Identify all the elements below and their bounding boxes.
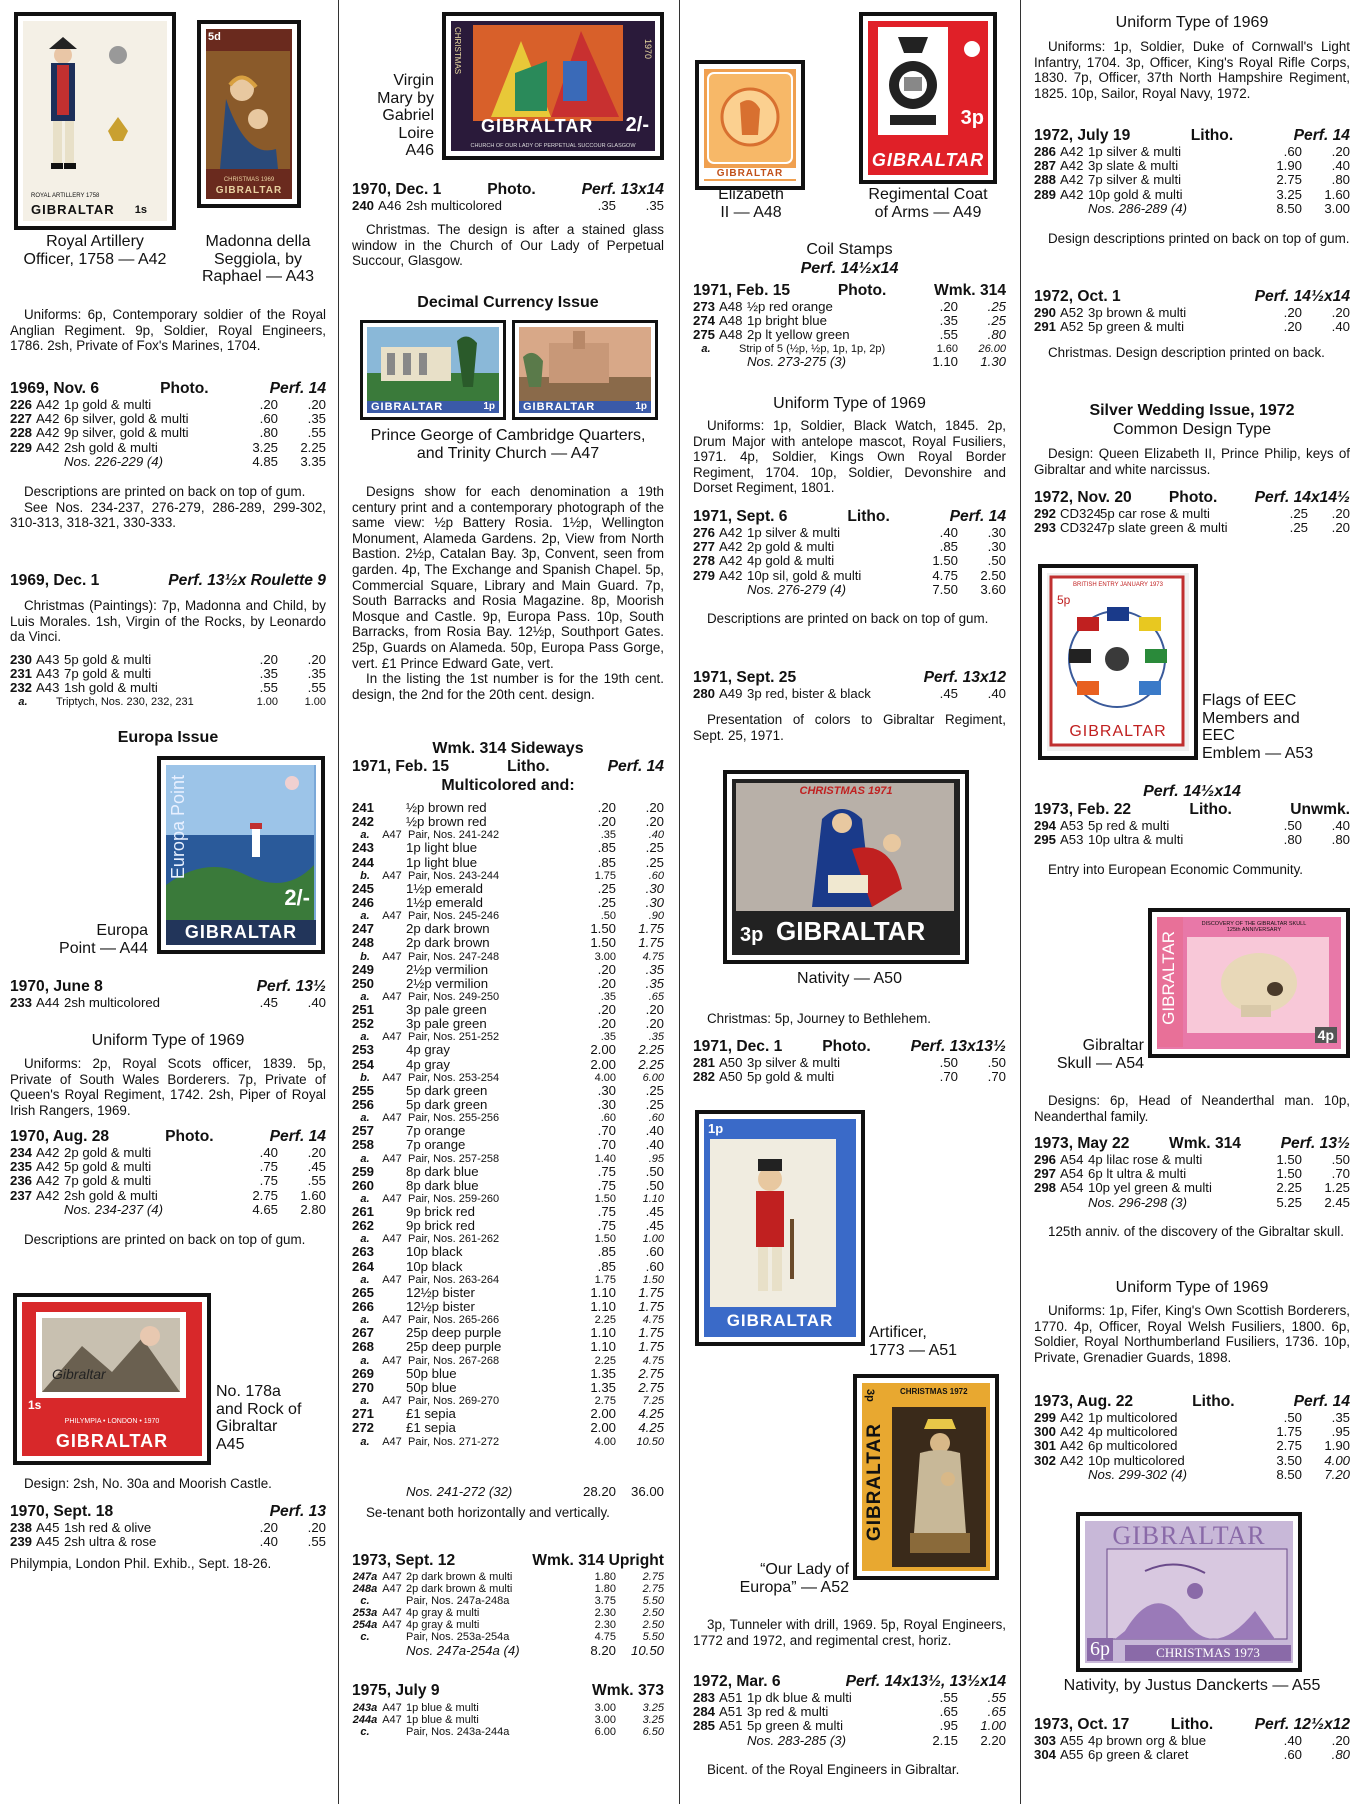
royal-artillery-officer-illustration <box>23 21 165 219</box>
catalog-row: 255 5p dark green .30 .25 <box>352 1082 664 1098</box>
catalog-total: Nos. 234-237 (4) 4.65 2.80 <box>64 1201 326 1217</box>
description-paragraph: Uniforms: 1p, Fifer, King's Own Scottish Borderers, 1770. 4p, Officer, Royal Welsh Fusiliers, 1800. 6p, Soldier, Royal Northumberland Fusiliers, 1736. 10p, Private, Grenadier Guards, 1898. <box>1034 1303 1350 1365</box>
catalog-row: 242 ½p brown red .20 .20 <box>352 814 664 830</box>
caption-a46-line: Virgin <box>393 72 434 89</box>
caption-a53-line: Flags of EEC <box>1202 692 1297 709</box>
catalog-total: Nos. 226-229 (4) 4.85 3.35 <box>64 453 326 469</box>
catalog-row: 293 CD324 7p slate green & multi .25 .20 <box>1034 520 1350 536</box>
caption-a44-line: Point — A44 <box>59 939 148 957</box>
description-paragraph: Descriptions are printed on back on top of gum. <box>707 611 989 626</box>
stamp-value: 5p <box>1057 593 1071 607</box>
catalog-subrow: a. Strip of 5 (½p, ½p, 1p, 1p, 2p) 1.60 26.00 <box>701 342 1006 355</box>
description-paragraph: Design: 2sh, No. 30a and Moorish Castle. <box>24 1476 272 1491</box>
stamp-a45 <box>13 1293 211 1465</box>
stamp-a53 <box>1038 564 1198 760</box>
stamp-a52 <box>853 1374 999 1580</box>
stamp-value: 3p <box>740 924 764 946</box>
section-title: Coil Stamps <box>806 241 893 258</box>
catalog-row: 240 A46 2sh multicolored .35 .35 <box>352 198 664 213</box>
catalog-row: 266 12½p bister 1.10 1.75 <box>352 1299 664 1315</box>
catalog-row: 292 CD324 5p car rose & multi .25 .20 <box>1034 506 1350 521</box>
catalog-row: 289 A42 10p gold & multi 3.25 1.60 <box>1034 186 1350 202</box>
catalog-row: 291 A52 5p green & multi .20 .40 <box>1034 319 1350 335</box>
catalog-row: 280 A49 3p red, bister & black .45 .40 <box>693 686 1006 701</box>
stamp-value: 4p <box>1315 1027 1337 1043</box>
caption-a45-line: Gibraltar <box>216 1418 278 1435</box>
section-title: Uniform Type of 1969 <box>1115 14 1269 31</box>
description-paragraph: Presentation of colors to Gibraltar Regiment, Sept. 25, 1971. <box>693 712 1006 743</box>
queen-elizabeth-cameo-illustration <box>704 69 796 181</box>
stamp-a44 <box>157 756 325 954</box>
description-paragraph: Uniforms: 6p, Contemporary soldier of the Royal Anglian Regiment. 9p, Soldier, Royal Engineers, 1786. 2sh, Private of Fox's Marines, 1704. <box>10 307 326 354</box>
catalog-subrow: a. A47 Pair, Nos. 263-264 1.75 1.50 <box>360 1273 664 1286</box>
caption-a44-line: Europa <box>96 922 148 939</box>
stamp-a47-19th-century <box>360 320 506 420</box>
caption-a50: Nativity — A50 <box>797 970 902 987</box>
catalog-row: 302 A42 10p multicolored 3.50 4.00 <box>1034 1452 1350 1468</box>
catalog-row: 259 8p dark blue .75 .50 <box>352 1163 664 1179</box>
issue-header: 1971, Feb. 15 Photo. Wmk. 314 <box>693 282 1006 299</box>
catalog-row: 301 A42 6p multicolored 2.75 1.90 <box>1034 1438 1350 1454</box>
catalog-row: 275 A48 2p lt yellow green .55 .80 <box>693 327 1006 343</box>
column-rule <box>679 0 680 1804</box>
catalog-row: 258 7p orange .70 .40 <box>352 1137 664 1153</box>
catalog-subrow: a. A47 Pair, Nos. 269-270 2.75 7.25 <box>360 1395 664 1408</box>
catalog-row: 228 A42 9p silver, gold & multi .80 .55 <box>10 425 326 441</box>
section-subtitle: Perf. 14½x14 <box>1143 783 1241 800</box>
catalog-row: 230 A43 5p gold & multi .20 .20 <box>10 652 326 667</box>
description-paragraph: Descriptions are printed on back on top of gum. <box>24 1232 306 1247</box>
caption-a51-line: Artificer, <box>869 1324 927 1341</box>
caption-a43-line: Madonna della <box>205 233 311 250</box>
stamp-country: GIBRALTAR <box>864 1423 885 1542</box>
catalog-row: 253 4p gray 2.00 2.25 <box>352 1042 664 1058</box>
catalog-row: 276 A42 1p silver & multi .40 .30 <box>693 525 1006 540</box>
caption-a45-line: No. 178a <box>216 1383 281 1400</box>
caption-a42-line: Officer, 1758 — A42 <box>23 250 167 268</box>
column-4 <box>1034 0 1350 1804</box>
issue-header: 1972, July 19 Litho. Perf. 14 <box>1034 127 1350 144</box>
caption-a46-line: A46 <box>405 142 434 159</box>
stamp-inscription: DISCOVERY OF THE GIBRALTAR SKULL 125th ANNIVERSARY <box>1201 921 1307 933</box>
catalog-row: 260 8p dark blue .75 .50 <box>352 1177 664 1193</box>
catalog-total: Nos. 247a-254a (4) 8.20 10.50 <box>406 1643 664 1658</box>
stamp-a46 <box>442 12 664 160</box>
issue-header: 1970, June 8 Perf. 13½ <box>10 978 326 995</box>
stamp-country: GIBRALTAR <box>776 916 926 946</box>
catalog-row: 296 A54 4p lilac rose & multi 1.50 .50 <box>1034 1152 1350 1167</box>
catalog-subrow: 248a A47 2p dark brown & multi 1.80 2.75 <box>352 1583 664 1595</box>
stamp-value: 1s <box>28 1398 42 1412</box>
column-rule <box>1020 0 1021 1804</box>
caption-a47-line: Prince George of Cambridge Quarters, <box>370 427 646 444</box>
catalog-row: 278 A42 4p gold & multi 1.50 .50 <box>693 553 1006 569</box>
catalog-subrow: c. Pair, Nos. 243a-244a 6.00 6.50 <box>360 1726 664 1738</box>
description-paragraph: 125th anniv. of the discovery of the Gibraltar skull. <box>1048 1224 1344 1239</box>
caption-a54-line: Gibraltar <box>1082 1037 1144 1054</box>
stamp-value: 6p <box>1087 1638 1113 1661</box>
stamp-inscription: CHRISTMAS 1972 <box>900 1387 968 1396</box>
catalog-row: 241 ½p brown red .20 .20 <box>352 800 664 815</box>
section-title: Uniform Type of 1969 <box>91 1032 245 1049</box>
catalog-row: 288 A42 7p silver & multi 2.75 .80 <box>1034 172 1350 188</box>
stamp-a47-20th-century <box>512 320 658 420</box>
catalog-subrow: a. A47 Pair, Nos. 261-262 1.50 1.00 <box>360 1233 664 1246</box>
stamp-country: GIBRALTAR <box>55 1431 169 1451</box>
catalog-subrow: c. Pair, Nos. 253a-254a 4.75 5.50 <box>360 1631 664 1643</box>
catalog-row: 270 50p blue 1.35 2.75 <box>352 1379 664 1395</box>
catalog-row: 256 5p dark green .30 .25 <box>352 1097 664 1113</box>
catalog-row: 231 A43 7p gold & multi .35 .35 <box>10 666 326 682</box>
caption-a53-line: EEC <box>1202 727 1235 744</box>
catalog-row: 263 10p black .85 .60 <box>352 1244 664 1260</box>
catalog-subrow: b. A47 Pair, Nos. 247-248 3.00 4.75 <box>360 950 664 963</box>
description-paragraph: In the listing the 1st number is for the 19th cent. design, the 2nd for the 20th cent. design. <box>352 671 664 702</box>
caption-a51-line: 1773 — A51 <box>869 1341 958 1359</box>
stamp-country: GIBRALTAR <box>519 401 651 413</box>
catalog-row: 226 A42 1p gold & multi .20 .20 <box>10 397 326 412</box>
catalog-row: 294 A53 5p red & multi .50 .40 <box>1034 818 1350 833</box>
caption-a48-line: II — A48 <box>720 203 782 221</box>
catalog-row: 268 25p deep purple 1.10 1.75 <box>352 1339 664 1355</box>
catalog-row: 250 2½p vermilion .20 .35 <box>352 975 664 991</box>
catalog-row: 285 A51 5p green & multi .95 1.00 <box>693 1718 1006 1734</box>
catalog-row: 274 A48 1p bright blue .35 .25 <box>693 313 1006 329</box>
issue-header: 1970, Aug. 28 Photo. Perf. 14 <box>10 1128 326 1145</box>
stamp-country: GIBRALTAR <box>1112 1521 1266 1550</box>
catalog-row: 234 A42 2p gold & multi .40 .20 <box>10 1145 326 1160</box>
stamp-value: 2/- <box>284 885 310 910</box>
description-paragraph: Bicent. of the Royal Engineers in Gibraltar. <box>707 1762 960 1777</box>
catalog-subrow: 253a A47 4p gray & multi 2.30 2.50 <box>352 1607 664 1619</box>
catalog-row: 271 £1 sepia 2.00 4.25 <box>352 1406 664 1422</box>
column-rule <box>338 0 339 1804</box>
catalog-total: Nos. 283-285 (3) 2.15 2.20 <box>747 1732 1006 1748</box>
description-paragraph: Designs: 6p, Head of Neanderthal man. 10p, Neanderthal family. <box>1034 1093 1350 1124</box>
issue-header: 1973, Oct. 17 Litho. Perf. 12½x12 <box>1034 1716 1350 1733</box>
catalog-row: 264 10p black .85 .60 <box>352 1258 664 1274</box>
stamp-a50 <box>723 770 969 964</box>
caption-a42-line: Royal Artillery <box>46 233 144 250</box>
issue-header: 1971, Sept. 6 Litho. Perf. 14 <box>693 508 1006 525</box>
description-paragraph: 3p, Tunneler with drill, 1969. 5p, Royal Engineers, 1772 and 1972, and regimental crest, horiz. <box>693 1617 1006 1648</box>
description-paragraph: Uniforms: 2p, Royal Scots officer, 1839. 5p, Private of South Wales Borderers. 7p, Private of Queen's Royal Regiment, 1742. 2sh, Piper of Royal Irish Rangers, 1969. <box>10 1056 326 1118</box>
catalog-subrow: a. A47 Pair, Nos. 259-260 1.50 1.10 <box>360 1193 664 1206</box>
issue-header: 1975, July 9 Wmk. 373 <box>352 1682 664 1699</box>
catalog-subrow: a. A47 Pair, Nos. 257-258 1.40 .95 <box>360 1152 664 1165</box>
caption-a46-line: Mary by <box>377 89 434 107</box>
stamp-value: 2/- <box>625 114 649 136</box>
catalog-total: Nos. 299-302 (4) 8.50 7.20 <box>1088 1466 1350 1482</box>
catalog-subrow: 243a A47 1p blue & multi 3.00 3.25 <box>352 1702 664 1714</box>
artificer-illustration <box>704 1119 854 1335</box>
catalog-row: 303 A55 4p brown org & blue .40 .20 <box>1034 1733 1350 1748</box>
issue-header: 1971, Sept. 25 Perf. 13x12 <box>693 669 1006 686</box>
issue-header: 1970, Dec. 1 Photo. Perf. 13x14 <box>352 181 664 198</box>
catalog-row: 286 A42 1p silver & multi .60 .20 <box>1034 144 1350 159</box>
caption-a48-line: Elizabeth <box>718 186 784 203</box>
stamp-a55 <box>1076 1512 1302 1672</box>
catalog-row: 252 3p pale green .20 .20 <box>352 1016 664 1032</box>
catalog-row: 267 25p deep purple 1.10 1.75 <box>352 1325 664 1341</box>
stamp-value: 1p <box>635 401 647 412</box>
catalog-row: 272 £1 sepia 2.00 4.25 <box>352 1420 664 1436</box>
gibraltar-skull-illustration <box>1157 917 1339 1047</box>
catalog-subrow: c. Pair, Nos. 247a-248a 3.75 5.50 <box>360 1595 664 1607</box>
catalog-subrow: 244a A47 1p blue & multi 3.00 3.25 <box>352 1714 664 1726</box>
catalog-total: Nos. 286-289 (4) 8.50 3.00 <box>1088 200 1350 216</box>
stamp-inscription: BRITISH ENTRY JANUARY 1973 <box>1073 582 1163 588</box>
stamp-value: 1p <box>483 401 495 412</box>
stamp-country: GIBRALTAR <box>1069 723 1167 740</box>
catalog-total: Nos. 273-275 (3) 1.10 1.30 <box>747 353 1006 369</box>
issue-header: 1973, Aug. 22 Litho. Perf. 14 <box>1034 1393 1350 1410</box>
catalog-subrow: b. A47 Pair, Nos. 243-244 1.75 .60 <box>360 869 664 882</box>
stamp-country: GIBRALTAR <box>871 150 985 170</box>
catalog-subrow: a. A47 Pair, Nos. 267-268 2.25 4.75 <box>360 1354 664 1367</box>
stamp-inscription: ROYAL ARTILLERY 1758 <box>31 193 100 199</box>
section-title: Uniform Type of 1969 <box>1115 1279 1269 1296</box>
description-paragraph: Uniforms: 1p, Soldier, Black Watch, 1845. 2p, Drum Major with antelope mascot, Royal Fusiliers, 1971. 4p, Soldier, Kings Own Royal Border Regiment, 1704. 10p, Soldier, Devonshire and Dorset Regiment, 1801. <box>693 418 1006 496</box>
stamp-country: GIBRALTAR <box>166 920 316 945</box>
stamp-country: GIBRALTAR <box>704 168 796 179</box>
catalog-subrow: a. A47 Pair, Nos. 271-272 4.00 10.50 <box>360 1435 664 1448</box>
catalog-row: 251 3p pale green .20 .20 <box>352 1002 664 1018</box>
catalog-row: 254 4p gray 2.00 2.25 <box>352 1056 664 1072</box>
stamp-country: GIBRALTAR <box>481 116 594 136</box>
catalog-row: 269 50p blue 1.35 2.75 <box>352 1365 664 1381</box>
description-paragraph: Descriptions are printed on back on top of gum. <box>24 484 306 499</box>
caption-a45-line: A45 <box>216 1435 245 1453</box>
caption-a43-line: Raphael — A43 <box>201 268 315 285</box>
caption-a49-line: of Arms — A49 <box>874 203 982 221</box>
stamp-inscription: CHRISTMAS 1973 <box>1125 1645 1291 1661</box>
catalog-row: 246 1½p emerald .25 .30 <box>352 895 664 911</box>
column-1 <box>10 0 326 1804</box>
description-paragraph: Designs show for each denomination a 19th century print and a contemporary photograph of the same view: ½p Battery Rosia. 1½p, Wellington Monument, Alameda Gardens. 2p, View from North Bastion. 2½p, Catalan Bay. 3p, Convent, seen from garden. 4p, The Exchange and Spanish Chapel. 5p, Commercial Square, Library and Main Guard. 7p, South Barracks and Rosia Magazine. 8p, Moorish Mosque and Castle. 9p, Europa Pass. 10p, South Barracks, from Rosia Bay. 12½p, Southport Gates. 25p, Guards on Alameda. 50p, Europa Pass Gorge, vert. £1 Prince Edward Gate, vert. <box>352 484 664 671</box>
issue-header: 1972, Oct. 1 Perf. 14½x14 <box>1034 288 1350 305</box>
caption-a53-line: Emblem — A53 <box>1202 744 1314 762</box>
catalog-total: Nos. 276-279 (4) 7.50 3.60 <box>747 581 1006 597</box>
issue-header: 1973, May 22 Wmk. 314 Perf. 13½ <box>1034 1135 1350 1152</box>
catalog-row: 244 1p light blue .85 .25 <box>352 854 664 870</box>
section-title: Silver Wedding Issue, 1972 <box>1089 402 1295 419</box>
description-paragraph: Christmas: 5p, Journey to Bethlehem. <box>707 1011 932 1026</box>
catalog-row: 290 A52 3p brown & multi .20 .20 <box>1034 305 1350 320</box>
issue-header: 1969, Dec. 1 Perf. 13½x Roulette 9 <box>10 572 326 589</box>
stamp-a49 <box>859 12 997 184</box>
stamp-inscription: Gibraltar <box>52 1366 106 1382</box>
catalog-subrow: a. A47 Pair, Nos. 255-256 .60 .60 <box>360 1112 664 1125</box>
caption-a55: Nativity, by Justus Danckerts — A55 <box>1063 1677 1321 1694</box>
catalog-row: 257 7p orange .70 .40 <box>352 1123 664 1139</box>
catalog-subrow: a. A47 Pair, Nos. 249-250 .35 .65 <box>360 991 664 1004</box>
catalog-row: 248 2p dark brown 1.50 1.75 <box>352 935 664 951</box>
description-paragraph: Philympia, London Phil. Exhib., Sept. 18-26. <box>10 1556 272 1571</box>
caption-a52-line: Europa” — A52 <box>739 1578 849 1596</box>
caption-a43-line: Seggiola, by <box>213 250 303 268</box>
issue-header: 1972, Nov. 20 Photo. Perf. 14x14½ <box>1034 489 1350 506</box>
stamp-value: 1p <box>708 1121 724 1136</box>
caption-a54-line: Skull — A54 <box>1056 1054 1144 1072</box>
catalog-subrow: a. A47 Pair, Nos. 241-242 .35 .40 <box>360 829 664 842</box>
description-paragraph: See Nos. 234-237, 276-279, 286-289, 299-302, 310-313, 318-321, 330-333. <box>10 499 326 531</box>
catalog-total: Nos. 296-298 (3) 5.25 2.45 <box>1088 1194 1350 1210</box>
caption-a47-line: and Trinity Church — A47 <box>416 444 600 462</box>
stamp-inscription: 1970 <box>643 39 653 60</box>
catalog-subrow: a. A47 Pair, Nos. 251-252 .35 .35 <box>360 1031 664 1044</box>
stamp-country: GIBRALTAR <box>31 202 115 217</box>
stamp-country: GIBRALTAR <box>726 1311 834 1330</box>
stamp-a54 <box>1148 908 1350 1058</box>
catalog-row: 229 A42 2sh gold & multi 3.25 2.25 <box>10 439 326 455</box>
stamp-a51 <box>695 1110 865 1346</box>
stamp-inscription: PHILYMPIA • LONDON • 1970 <box>64 1418 160 1425</box>
catalog-row: 238 A45 1sh red & olive .20 .20 <box>10 1520 326 1535</box>
catalog-subrow: a. A47 Pair, Nos. 265-266 2.25 4.75 <box>360 1314 664 1327</box>
catalog-row: 245 1½p emerald .25 .30 <box>352 880 664 896</box>
issue-header: 1970, Sept. 18 Perf. 13 <box>10 1503 326 1520</box>
catalog-row: 265 12½p bister 1.10 1.75 <box>352 1284 664 1300</box>
description-paragraph: Entry into European Economic Community. <box>1048 862 1304 877</box>
section-subtitle: Perf. 14½x14 <box>800 260 899 277</box>
description-paragraph: Christmas. Design description printed on back. <box>1048 345 1325 360</box>
catalog-row: 247 2p dark brown 1.50 1.75 <box>352 921 664 937</box>
stamp-inscription: Europa Point <box>168 775 188 880</box>
catalog-row: 233 A44 2sh multicolored .45 .40 <box>10 995 326 1010</box>
stamp-inscription: CHRISTMAS <box>453 27 462 75</box>
catalog-row: 304 A55 6p green & claret .60 .80 <box>1034 1747 1350 1763</box>
catalog-subrow: b. A47 Pair, Nos. 253-254 4.00 6.00 <box>360 1071 664 1084</box>
issue-header: 1973, Sept. 12 Wmk. 314 Upright <box>352 1552 664 1569</box>
issue-header: 1973, Feb. 22 Litho. Unwmk. <box>1034 801 1350 818</box>
description-paragraph: Design descriptions printed on back on top of gum. <box>1048 231 1350 246</box>
catalog-total: Nos. 241-272 (32) 28.20 36.00 <box>406 1484 664 1499</box>
catalog-subrow: a. Triptych, Nos. 230, 232, 231 1.00 1.00 <box>18 695 326 708</box>
caption-a46-line: Gabriel <box>382 107 434 124</box>
caption-a46-line: Loire <box>398 124 434 142</box>
catalog-row: 232 A43 1sh gold & multi .55 .55 <box>10 680 326 696</box>
stamp-a48 <box>695 60 805 190</box>
description-paragraph: Christmas. The design is after a stained glass window in the Church of Our Lady of Perpetual Succour, Glasgow. <box>352 222 664 269</box>
stamp-value: 3p <box>960 107 984 129</box>
catalog-row: 295 A53 10p ultra & multi .80 .80 <box>1034 832 1350 848</box>
caption-a49-line: Regimental Coat <box>868 186 988 203</box>
catalog-subrow: 254a A47 4p gray & multi 2.30 2.50 <box>352 1619 664 1631</box>
stamp-country: GIBRALTAR <box>1159 931 1178 1025</box>
stamp-a43 <box>197 20 301 208</box>
caption-a45-line: and Rock of <box>216 1400 302 1418</box>
stamp-a42 <box>14 12 176 230</box>
catalog-row: 243 1p light blue .85 .25 <box>352 840 664 856</box>
section-title: Wmk. 314 Sideways <box>432 740 584 757</box>
description-paragraph: Uniforms: 1p, Soldier, Duke of Cornwall's Light Infantry, 1704. 3p, Officer, King's Royal Rifle Corps, 1830. 7p, Officer, 37th North Hampshire Regiment, 1825. 10p, Sailor, Royal Navy, 1972. <box>1034 39 1350 101</box>
stamp-value: 5d <box>208 31 221 43</box>
stamp-country: GIBRALTAR <box>215 185 283 196</box>
catalog-row: 297 A54 6p lt ultra & multi 1.50 .70 <box>1034 1166 1350 1182</box>
stamp-value: 1s <box>134 204 147 216</box>
section-subtitle: Common Design Type <box>1113 421 1271 438</box>
section-title: Europa Issue <box>117 729 219 746</box>
catalog-row: 239 A45 2sh ultra & rose .40 .55 <box>10 1534 326 1550</box>
catalog-row: 299 A42 1p multicolored .50 .35 <box>1034 1410 1350 1425</box>
stamp-value: 3p <box>864 1389 876 1402</box>
catalog-row: 298 A54 10p yel green & multi 2.25 1.25 <box>1034 1180 1350 1196</box>
catalog-row: 227 A42 6p silver, gold & multi .60 .35 <box>10 411 326 427</box>
catalog-row: 283 A51 1p dk blue & multi .55 .55 <box>693 1690 1006 1705</box>
stamp-inscription: CHURCH OF OUR LADY OF PERPETUAL SUCCOUR GLASGOW <box>470 143 636 149</box>
section-subtitle: Multicolored and: <box>441 777 575 794</box>
madonna-painting-illustration <box>206 29 290 197</box>
issue-header: 1971, Feb. 15 Litho. Perf. 14 <box>352 758 664 775</box>
catalog-row: 261 9p brick red .75 .45 <box>352 1204 664 1220</box>
catalog-row: 281 A50 3p silver & multi .50 .50 <box>693 1055 1006 1070</box>
caption-a52-line: “Our Lady of <box>760 1561 849 1578</box>
issue-header: 1972, Mar. 6 Perf. 14x13½, 13½x14 <box>693 1673 1006 1690</box>
catalog-row: 284 A51 3p red & multi .65 .65 <box>693 1704 1006 1720</box>
catalog-row: 279 A42 10p sil, gold & multi 4.75 2.50 <box>693 567 1006 583</box>
catalog-row: 287 A42 3p slate & multi 1.90 .40 <box>1034 158 1350 174</box>
section-title: Uniform Type of 1969 <box>773 395 926 412</box>
issue-header: 1971, Dec. 1 Photo. Perf. 13x13½ <box>693 1038 1006 1055</box>
decimal-listing <box>352 801 664 1448</box>
column-2 <box>352 0 664 1804</box>
stamp-inscription: CHRISTMAS 1971 <box>799 785 893 797</box>
catalog-row: 300 A42 4p multicolored 1.75 .95 <box>1034 1424 1350 1440</box>
catalog-row: 237 A42 2sh gold & multi 2.75 1.60 <box>10 1187 326 1203</box>
catalog-row: 282 A50 5p gold & multi .70 .70 <box>693 1069 1006 1085</box>
catalog-row: 249 2½p vermilion .20 .35 <box>352 961 664 977</box>
description-paragraph: Christmas (Paintings): 7p, Madonna and Child, by Luis Morales. 1sh, Virgin of the Rocks, by Leonardo da Vinci. <box>10 598 326 645</box>
issue-header: 1969, Nov. 6 Photo. Perf. 14 <box>10 380 326 397</box>
catalog-row: 273 A48 ½p red orange .20 .25 <box>693 299 1006 314</box>
section-title: Decimal Currency Issue <box>417 294 599 311</box>
catalog-row: 262 9p brick red .75 .45 <box>352 1218 664 1234</box>
description-paragraph: Se-tenant both horizontally and vertically. <box>366 1505 610 1521</box>
description-paragraph: Design: Queen Elizabeth II, Prince Philip, keys of Gibraltar and white narcissus. <box>1034 446 1350 477</box>
catalog-row: 235 A42 5p gold & multi .75 .45 <box>10 1159 326 1175</box>
catalog-row: 236 A42 7p gold & multi .75 .55 <box>10 1173 326 1189</box>
column-3 <box>693 0 1006 1804</box>
catalog-row: 277 A42 2p gold & multi .85 .30 <box>693 539 1006 555</box>
stamp-inscription: CHRISTMAS 1969 <box>223 177 275 183</box>
stamp-country: GIBRALTAR <box>367 401 499 413</box>
catalog-subrow: a. A47 Pair, Nos. 245-246 .50 .90 <box>360 910 664 923</box>
catalog-subrow: 247a A47 2p dark brown & multi 1.80 2.75 <box>352 1571 664 1583</box>
caption-a53-line: Members and <box>1202 709 1300 727</box>
